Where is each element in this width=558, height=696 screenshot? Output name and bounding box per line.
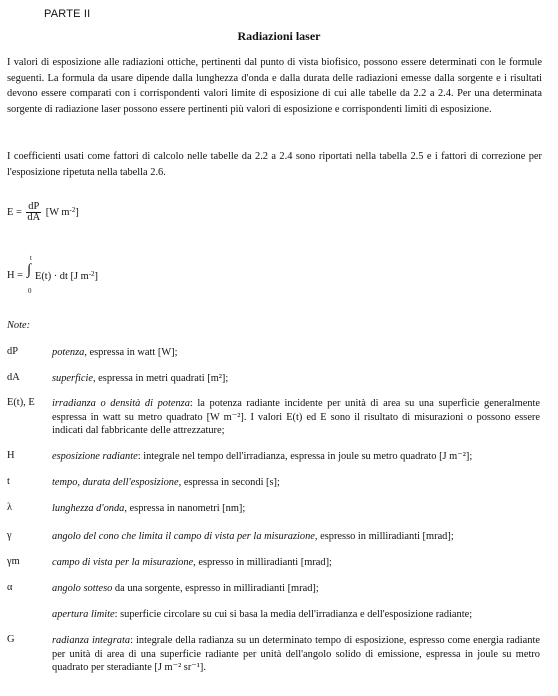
definition-text: angolo del cono che limita il campo di vista per la misurazione, espresso in milliradianti [mrad]; — [52, 531, 454, 542]
definition-text: potenza, espressa in watt [W]; — [52, 347, 178, 358]
coefficients-paragraph: I coefficienti usati come fattori di calcolo nelle tabelle da 2.2 a 2.4 sono riportati nella tabella 2.5 e i fattori di correzione per l'esposizione ripetuta nella tabella 2.6. — [7, 151, 542, 178]
part-header: PARTE II — [44, 8, 91, 20]
definition-symbol: G — [7, 634, 15, 645]
definition-text: irradianza o densità di potenza: la potenza radiante incidente per unità di area su una superficie generalmente espressa in watt su metro quadrato [W m⁻²]. I valori E(t) ed E sono il risultato di misurazioni o possono essere indicati dal fabbricante delle attrezzature; — [52, 398, 540, 436]
formula-e-numerator: dP — [28, 201, 40, 212]
formula-e-unit-end: ] — [75, 206, 79, 218]
definition-text: radianza integrata: integrale della radianza su un determinato tempo di esposizione, espresso come energia radiante per unità di area di una superficie radiante per unità dell'angolo solido di emissione, espressa in joule su metro quadrato per steradiante [J m⁻² sr⁻¹]. — [52, 635, 540, 673]
definition-symbol: E(t), E — [7, 397, 35, 408]
definition-symbol: dP — [7, 346, 18, 357]
formula-h-integrand: E(t) · dt [J $m^{-2}$] — [35, 270, 98, 282]
definition-text: superficie, espressa in metri quadrati [m²]; — [52, 373, 229, 384]
definition-symbol: γ — [7, 530, 12, 541]
integral-sign-icon: ∫ — [27, 262, 32, 278]
formula-irradiance — [7, 202, 79, 223]
definition-text: campo di vista per la misurazione, espresso in milliradianti [mrad]; — [52, 557, 332, 568]
definition-text: lunghezza d'onda, espressa in nanometri [nm]; — [52, 503, 246, 514]
formula-e-lhs: E = — [7, 206, 22, 218]
definition-symbol: H — [7, 450, 15, 461]
intro-paragraph: I valori di esposizione alle radiazioni ottiche, pertinenti dal punto di vista biofisico, possono essere determinati con le formule seguenti. La formula da usare dipende dalla lunghezza d'onda e dalla durata delle radiazioni emesse dalla sorgente e i risultati devono essere comparati con i corrispondenti valori limite di esposizione di cui alle tabelle da 2.2 a 2.4. Per una determinata sorgente di radiazione laser possono essere pertinenti più valori di esposizione e corrispondenti limiti di esposizione. — [7, 57, 542, 115]
definition-text: esposizione radiante: integrale nel tempo dell'irradianza, espressa in joule su metro quadrato [J m⁻²]; — [52, 451, 473, 462]
definition-symbol: α — [7, 582, 13, 593]
section-title: Radiazioni laser — [237, 29, 321, 43]
formula-e-fraction — [26, 202, 41, 223]
definition-text: apertura limite: superficie circolare su cui si basa la media dell'irradianza e dell'esposizione radiante; — [52, 609, 473, 620]
definition-text: angolo sotteso da una sorgente, espresso in milliradianti [mrad]; — [52, 583, 319, 594]
note-label: Note: — [7, 320, 31, 331]
formula-e-denominator: dA — [27, 212, 41, 223]
formula-h-lhs: H = — [7, 270, 23, 281]
definition-text: tempo, durata dell'esposizione, espressa in secondi [s]; — [52, 477, 280, 488]
formula-h-lower-limit: 0 — [28, 287, 32, 295]
definition-symbol: γm — [7, 556, 20, 567]
formula-h-upper-limit: t — [30, 254, 32, 262]
formula-e-unit: [W m — [45, 206, 70, 218]
definition-symbol: dA — [7, 372, 20, 383]
definition-symbol: λ — [7, 502, 13, 513]
definition-symbol: t — [7, 476, 10, 487]
formula-radiant-exposure — [7, 256, 127, 296]
formula-e-unit-exponent: -2 — [69, 205, 76, 214]
